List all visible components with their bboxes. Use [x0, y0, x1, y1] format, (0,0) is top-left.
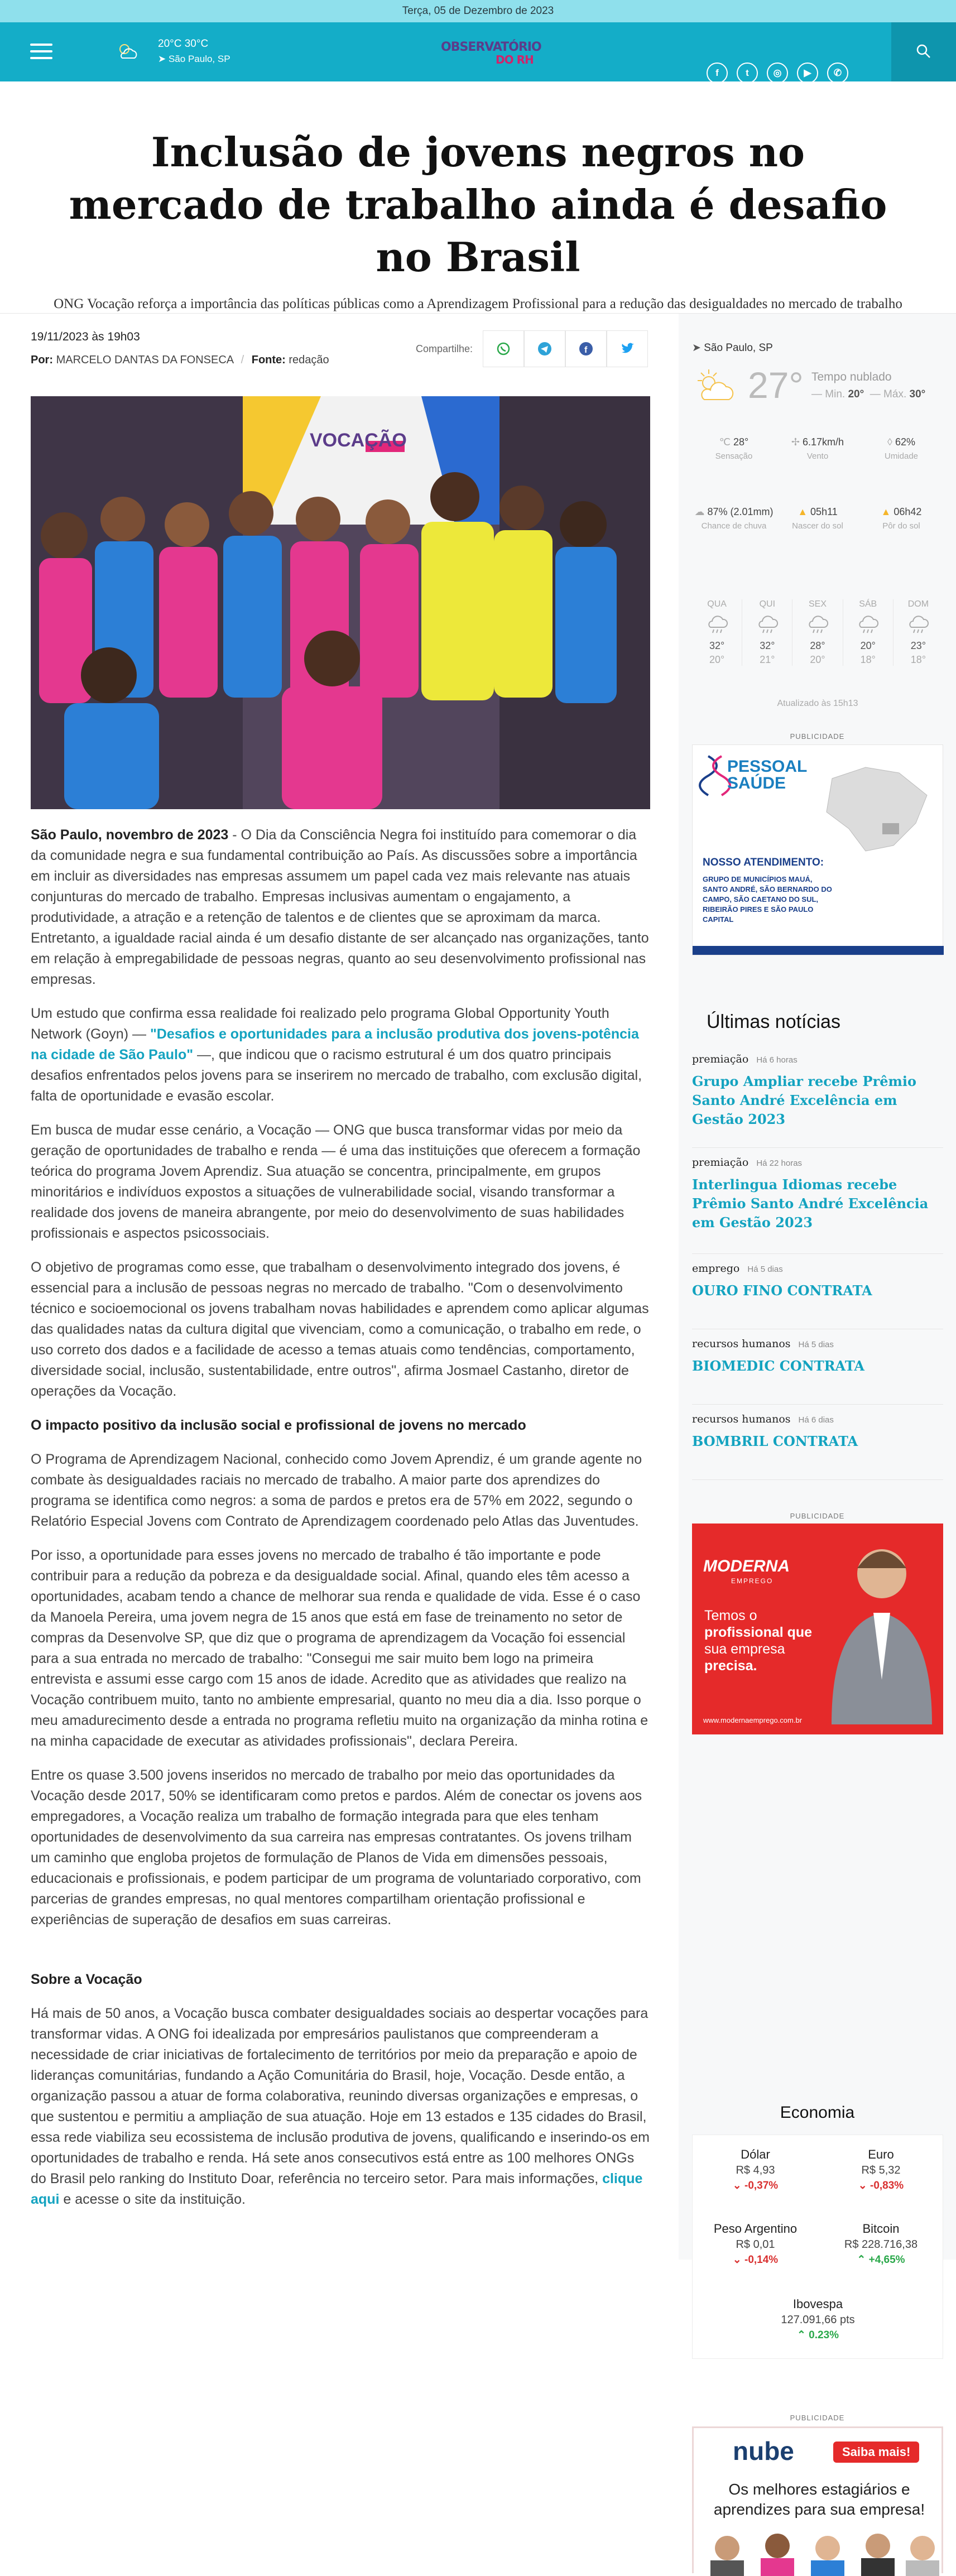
- twitter-icon: [620, 342, 635, 356]
- economy-change: [755, 2329, 881, 2342]
- byline-divider: /: [241, 354, 244, 366]
- economy-name: Peso Argentino: [713, 2222, 798, 2236]
- sunset-value: 06h42: [893, 506, 922, 517]
- sunrise-value: 05h11: [810, 506, 838, 517]
- ad-label-2: PUBLICIDADE: [790, 1512, 845, 1520]
- latest-news-title: Últimas notícias: [707, 1011, 840, 1032]
- weather-details-row-2: [692, 506, 943, 531]
- economy-price: R$ 0,01: [736, 2238, 775, 2251]
- logo-line2: DO RH: [496, 53, 534, 66]
- paragraph-7: Entre os quase 3.500 jovens inseridos no mercado de trabalho por meio das oportunidades da Vocação desde 2017, 50% se identificaram como pretos e pardos. Além de conectar os jovens aos empregadores, a Vocação realiza um trabalho de formação integrada para que eles tenham oportunidades de desenvolvimento da sua carreira nas empresas contratantes. Os jovens trilham um caminho que engloba projetos de formulação de Planos de Vida em dimensões pessoais, educacionais e profissionais, e podem participar de um programa de voluntariado corporativo, com parcerias de grandes empresas, no qual mentores compartilham orientação profissional e experiências de superação de desafios em suas carreiras.: [31, 1767, 642, 1928]
- feels-label: Sensação: [715, 451, 753, 461]
- weather-details-row-1: [692, 436, 943, 461]
- economy-change-value: -0,83%: [870, 2180, 904, 2191]
- site-header: [0, 22, 956, 81]
- paragraph-2-text-a: Um estudo que confirma essa realidade foi realizado pelo programa Global Opportunity Youth Network (Goyn) —: [31, 1006, 609, 1042]
- section-heading-about: Sobre a Vocação: [31, 1972, 142, 1987]
- ad3-saiba-mais-button[interactable]: Saiba mais!: [833, 2442, 919, 2463]
- rain-icon: ☁: [694, 506, 708, 517]
- article-photo: [31, 396, 650, 809]
- news-time: Há 6 horas: [756, 1055, 798, 1065]
- news-item[interactable]: [692, 1053, 943, 1148]
- ad2-sub: EMPREGO: [731, 1577, 774, 1585]
- search-icon: [916, 44, 931, 59]
- youtube-icon[interactable]: ▶: [797, 63, 818, 84]
- click-here-link[interactable]: clique aqui: [31, 2171, 643, 2207]
- ad2-slogan: [704, 1607, 812, 1674]
- news-category[interactable]: emprego: [692, 1262, 740, 1275]
- paragraph-3: Em busca de mudar esse cenário, a Vocação — ONG que busca transformar vidas por meio da geração de oportunidades de trabalho e renda — é uma das instituições que oferecem a formação teórica do programa Jovem Aprendiz. Sua atuação se concentra, principalmente, em grupos minoritários e indivíduos expostos a situações de vulnerabilidade social, visando transformar a realidade dos jovens de maneira abrangente, por meio do desenvolvimento de suas habilidades profissionais e aspectos psicossociais.: [31, 1122, 641, 1241]
- news-category[interactable]: premiação: [692, 1156, 749, 1169]
- feels-like: [692, 436, 776, 461]
- forecast-low: 20°: [810, 654, 825, 665]
- news-time: Há 6 dias: [798, 1415, 834, 1425]
- ad-moderna-emprego[interactable]: [692, 1524, 943, 1734]
- group-photo-illustration: [31, 396, 650, 809]
- economy-item: [818, 2222, 944, 2266]
- paragraph-5: O Programa de Aprendizagem Nacional, conhecido como Jovem Aprendiz, é um grande agente no combate às desigualdades raciais no mercado de trabalho. A maior parte dos aprendizes do programa se identifica como negros: a soma de pardos e pretos era de 57% em 2022, segundo o Relatório Especial Jovens com Contrato de Aprendizagem coordenado pelo Atlas das Juventudes.: [31, 1452, 642, 1529]
- news-title-link[interactable]: BOMBRIL CONTRATA: [692, 1433, 858, 1449]
- economy-price: R$ 4,93: [736, 2164, 775, 2176]
- rain-cloud-icon: [706, 615, 728, 634]
- economy-change-value: 0.23%: [809, 2329, 839, 2341]
- partly-cloudy-icon: [114, 40, 141, 63]
- social-links: [707, 63, 848, 84]
- news-category[interactable]: recursos humanos: [692, 1338, 791, 1350]
- header-city: São Paulo, SP: [168, 54, 230, 64]
- forecast-day-name: QUI: [759, 599, 776, 609]
- news-title-link[interactable]: OURO FINO CONTRATA: [692, 1282, 872, 1299]
- news-category[interactable]: recursos humanos: [692, 1413, 791, 1425]
- location-icon: ➤: [158, 54, 169, 64]
- arrow-down-icon: ⌄: [732, 2254, 744, 2266]
- economy-item: [693, 2222, 818, 2266]
- news-title-link[interactable]: BIOMEDIC CONTRATA: [692, 1358, 864, 1374]
- telegram-icon: [537, 342, 552, 356]
- ad-label-1: PUBLICIDADE: [790, 732, 845, 741]
- share-facebook-button[interactable]: [565, 330, 607, 367]
- arrow-down-icon: ⌄: [858, 2180, 870, 2191]
- rain-cloud-icon: [907, 615, 929, 634]
- share-whatsapp-button[interactable]: [483, 330, 524, 367]
- facebook-icon[interactable]: f: [707, 63, 728, 84]
- weather-condition: Tempo nublado: [811, 371, 892, 383]
- ad-nube[interactable]: [692, 2426, 943, 2573]
- dna-logo-icon: [704, 756, 726, 795]
- economy-change-value: -0,37%: [744, 2180, 779, 2191]
- article-subtitle: ONG Vocação reforça a importância das políticas públicas como a Aprendizagem Profissional para a redução das desigualdades no mercado de trabalho: [54, 296, 902, 311]
- rain-value: 87% (2.01mm): [707, 506, 774, 517]
- location-icon: ➤: [692, 342, 704, 354]
- study-link[interactable]: "Desafios e oportunidades para a inclusão produtiva dos jovens-potência na cidade de São Paulo": [31, 1026, 639, 1063]
- forecast-day: [843, 599, 893, 666]
- humidity-label: Umidade: [884, 451, 919, 461]
- wind-value: 6.17km/h: [803, 436, 844, 448]
- paragraph-8-text-a: Há mais de 50 anos, a Vocação busca combater desigualdades sociais ao despertar vocações para transformar vidas. A ONG foi idealizada por empresários paulistanos que compreenderam a necessidade de criar iniciativas de fortalecimento de territórios por meio da preparação e apoio de lideranças comunitárias, fundando a Ação Comunitária do Brasil, hoje, Vocação. Desde então, a organização passou a atuar de forma colaborativa, reunindo diversas organizações e empresas, o que sustentou e permitiu a ampliação de sua atuação. Hoje em 13 estados e 135 cidades do Brasil, essa rede viabiliza seu ecossistema de inclusão produtiva de jovens, qualificando e inserindo-os em oportunidades de trabalho e renda. Há sete anos consecutivos está entre as 100 melhores ONGs do Brasil pelo ranking do Instituto Doar, referência no terceiro setor. Para mais informações,: [31, 2006, 650, 2186]
- article-column: [31, 314, 650, 2207]
- economy-price: R$ 228.716,38: [844, 2238, 918, 2251]
- businessman-illustration: [820, 1535, 938, 1724]
- article-title: Inclusão de jovens negros no mercado de trabalho ainda é desafio no Brasil: [69, 128, 887, 281]
- ad1-heading: NOSSO ATENDIMENTO:: [703, 857, 824, 868]
- economy-item: [693, 2147, 818, 2192]
- forecast-high: 28°: [810, 640, 825, 651]
- max-temp: 30°: [909, 388, 926, 400]
- source-label: Fonte:: [251, 354, 286, 366]
- forecast-day-name: QUA: [707, 599, 727, 609]
- ad2-line4: precisa.: [704, 1658, 757, 1674]
- forecast-days: [692, 599, 943, 666]
- header-temps: 20°C 30°C: [158, 38, 209, 50]
- paragraph-1: [31, 825, 650, 990]
- news-item[interactable]: [692, 1156, 943, 1254]
- paragraph-8-text-b: e acesse o site da instituição.: [59, 2191, 246, 2207]
- ad2-line3: sua empresa: [704, 1641, 785, 1657]
- forecast-day-name: SÁB: [859, 599, 877, 609]
- share-telegram-button[interactable]: [524, 330, 565, 367]
- weather-city: São Paulo, SP: [704, 342, 773, 354]
- max-label: Máx.: [883, 388, 907, 400]
- ad2-line1: Temos o: [704, 1608, 757, 1623]
- article-date: 19/11/2023 às 19h03: [31, 330, 140, 343]
- news-category[interactable]: premiação: [692, 1053, 749, 1065]
- ad2-site: www.modernaemprego.com.br: [703, 1716, 803, 1724]
- weather-updated: Atualizado às 15h13: [777, 699, 858, 708]
- ad1-brand: PESSOAL SAÚDE: [727, 757, 807, 792]
- economy-name: Euro: [868, 2147, 894, 2161]
- whatsapp-icon: [496, 342, 511, 356]
- date-bar: Terça, 05 de Dezembro de 2023: [0, 0, 956, 22]
- article-body: [31, 825, 650, 2223]
- news-time: Há 5 dias: [747, 1265, 783, 1274]
- sunset: [859, 506, 943, 531]
- forecast-day: [742, 599, 792, 666]
- paragraph-2: [31, 1003, 650, 1107]
- search-button[interactable]: [891, 22, 956, 81]
- forecast-day-name: DOM: [907, 599, 929, 609]
- economy-change: [818, 2179, 944, 2192]
- sunrise-label: Nascer do sol: [792, 521, 843, 531]
- ad2-brand: MODERNA: [703, 1557, 790, 1575]
- news-title-link[interactable]: Interlingua Idiomas recebe Prêmio Santo André Excelência em Gestão 2023: [692, 1176, 929, 1231]
- economy-item: [755, 2297, 881, 2342]
- rain-cloud-icon: [756, 615, 779, 634]
- drop-icon: ◊: [887, 436, 895, 448]
- forecast-day-name: SEX: [809, 599, 827, 609]
- ad2-line2: profissional que: [704, 1625, 813, 1640]
- ad1-text: GRUPO DE MUNICÍPIOS MAUÁ, SANTO ANDRÉ, SÃO BERNARDO DO CAMPO, SÃO CAETANO DO SUL, RIBEIRÃO PIRES E SÃO PAULO CAPITAL: [703, 875, 832, 924]
- economy-name: Bitcoin: [862, 2222, 900, 2236]
- news-time: Há 22 horas: [756, 1159, 803, 1168]
- ad1-footer-bar: [693, 946, 944, 955]
- ad3-text: Os melhores estagiários e aprendizes para sua empresa!: [713, 2481, 925, 2518]
- humidity: [859, 436, 943, 461]
- paragraph-4: O objetivo de programas como esse, que trabalham o desenvolvimento integrado dos jovens, é essencial para a inclusão de pessoas negras no mercado de trabalho. "Com o desenvolvimento técnico e socioemocional os jovens trabalham novas habilidades e aprendem como aplicar algumas das qualidades natas da cultura digital que vivenciam, como a comunicação, o trabalho em rede, o uso correto dos dados e a facilidade de acesso a temas atuais como tendências, comportamento, diversidade social, inclusão, sustentabilidade, entre outros", afirma Josmael Castanho, diretor de operações da Vocação.: [31, 1260, 649, 1399]
- economy-change: [693, 2179, 818, 2192]
- economy-name: Ibovespa: [792, 2297, 843, 2311]
- thermometer-icon: ℃: [719, 436, 733, 448]
- forecast-high: 32°: [709, 640, 725, 651]
- economy-change: [818, 2253, 944, 2266]
- arrow-down-icon: ⌄: [732, 2180, 744, 2191]
- wind-label: Vento: [806, 451, 829, 461]
- source-name: redação: [289, 354, 329, 366]
- economy-price: R$ 5,32: [861, 2164, 901, 2176]
- article-hero: [0, 81, 956, 314]
- news-item[interactable]: [692, 1338, 943, 1405]
- logo-line1: OBSERVATÓRIO: [441, 40, 541, 54]
- current-temp: 27°: [748, 364, 804, 406]
- paragraph-2-text-b: —, que indicou que o racismo estrutural é um dos quatro principais desafios enfrentados pelos jovens para se inserirem no mercado de trabalho, com exclusão digital, falta de oportunidade e evasão escolar.: [31, 1047, 642, 1104]
- forecast-low: 20°: [709, 654, 725, 665]
- ad-pessoal-saude[interactable]: [692, 744, 943, 955]
- forecast-high: 23°: [910, 640, 926, 651]
- news-item[interactable]: [692, 1413, 943, 1480]
- whatsapp-icon[interactable]: ✆: [827, 63, 848, 84]
- forecast-low: 18°: [910, 654, 926, 665]
- economy-change-value: +4,65%: [868, 2254, 905, 2266]
- paragraph-1-text: - O Dia da Consciência Negra foi instituído para comemorar o dia da comunidade negra e sua fundamental contribuição ao País. As discussões sobre a importância em incluir as diversidades nas empresas assumem um papel cada vez mais relevante nas atuais conjunturas do mercado de trabalho. Empresas inclusivas aumentam o engajamento, a produtividade, a atração e a retenção de talentos e de clientes que se aproximam da marca. Entretanto, a igualdade racial ainda é um desafio distante de ser alcançado nas organizações, tanto em relação à empregabilidade de pessoas negras, quanto ao seu desenvolvimento profissional nas empresas.: [31, 827, 649, 987]
- section-heading-impact: O impacto positivo da inclusão social e profissional de jovens no mercado: [31, 1417, 526, 1433]
- paragraph-6: Por isso, a oportunidade para esses jovens no mercado de trabalho é tão importante e pode contribuir para a redução da pobreza e da desigualdade social. Afinal, quando eles têm acesso a oportunidades, acabam tendo a chance de melhorar sua renda e qualidade de vida. Esse é o caso da Manoela Pereira, uma jovem negra de 15 anos que está em fase de treinamento no setor de compras da Desenvolve SP, que diz que o programa de aprendizagem da Vocação foi essencial para a sua entrada no mercado de trabalho: "Consegui me sair muito bem logo na primeira entrevista e assumi esse cargo com 15 anos de idade. Acredito que as atividades que realizo na Vocação contribuem muito, tanto no ambiente empresarial, quanto no meu dia a dia. Isso porque o meu amadurecimento desde a entrada no programa refletiu muito na organização da minha rotina e na minha capacidade de executar as atividades profissionais", declara Pereira.: [31, 1547, 648, 1749]
- feels-value: 28°: [733, 436, 749, 448]
- economy-name: Dólar: [741, 2147, 770, 2161]
- wind-icon: ✢: [791, 436, 803, 448]
- min-temp: 20°: [848, 388, 864, 400]
- share-bar: [416, 330, 648, 367]
- sunset-label: Pôr do sol: [882, 521, 920, 531]
- by-label: Por:: [31, 354, 53, 366]
- ad3-brand: nube: [733, 2436, 794, 2466]
- site-logo[interactable]: [441, 41, 553, 66]
- min-label: Min.: [825, 388, 845, 400]
- news-time: Há 5 dias: [798, 1340, 834, 1349]
- news-title-link[interactable]: Grupo Ampliar recebe Prêmio Santo André Excelência em Gestão 2023: [692, 1073, 916, 1127]
- arrow-up-icon: ⌃: [796, 2329, 809, 2341]
- dateline: São Paulo, novembro de 2023: [31, 827, 229, 843]
- menu-icon[interactable]: [30, 44, 52, 60]
- forecast-high: 20°: [860, 640, 876, 651]
- forecast-day: [792, 599, 843, 666]
- arrow-up-icon: ⌃: [857, 2254, 869, 2266]
- facebook-icon: [579, 342, 593, 356]
- map-of-brazil-illustration: [815, 762, 938, 857]
- partly-cloudy-icon: [692, 366, 742, 405]
- forecast-high: 32°: [760, 640, 775, 651]
- share-label: Compartilhe:: [416, 343, 473, 354]
- sunrise: [776, 506, 859, 531]
- share-twitter-button[interactable]: [607, 330, 648, 367]
- instagram-icon[interactable]: ◎: [767, 63, 788, 84]
- sunset-icon: ▲: [881, 506, 894, 517]
- economy-price: 127.091,66 pts: [781, 2314, 855, 2326]
- economy-title: Economia: [780, 2103, 855, 2122]
- economy-change: [693, 2253, 818, 2266]
- rain-cloud-icon: [806, 615, 829, 634]
- sunrise-icon: ▲: [798, 506, 811, 517]
- forecast-day: [893, 599, 943, 666]
- economy-item: [818, 2147, 944, 2192]
- weather-widget: [692, 342, 943, 708]
- sidebar: [679, 314, 956, 2518]
- news-item[interactable]: [692, 1262, 943, 1329]
- forecast-low: 18°: [860, 654, 876, 665]
- rain-label: Chance de chuva: [701, 521, 767, 531]
- economy-widget: [692, 2135, 943, 2359]
- economy-change-value: -0,14%: [744, 2254, 779, 2266]
- wind: [776, 436, 859, 461]
- twitter-icon[interactable]: t: [737, 63, 758, 84]
- forecast-day: [692, 599, 742, 666]
- svg-text:f: f: [584, 345, 588, 355]
- rain-cloud-icon: [857, 615, 879, 634]
- ad-label-3: PUBLICIDADE: [790, 2414, 845, 2422]
- vocacao-sign-text: VOCAÇÃO: [310, 430, 407, 451]
- humidity-value: 62%: [895, 436, 915, 448]
- students-illustration: [694, 2526, 945, 2576]
- forecast-low: 21°: [760, 654, 775, 665]
- min-max: — Min. 20° — Máx. 30°: [811, 388, 926, 400]
- paragraph-8: [31, 2003, 650, 2210]
- author-name: MARCELO DANTAS DA FONSECA: [56, 354, 234, 366]
- rain-chance: [692, 506, 776, 531]
